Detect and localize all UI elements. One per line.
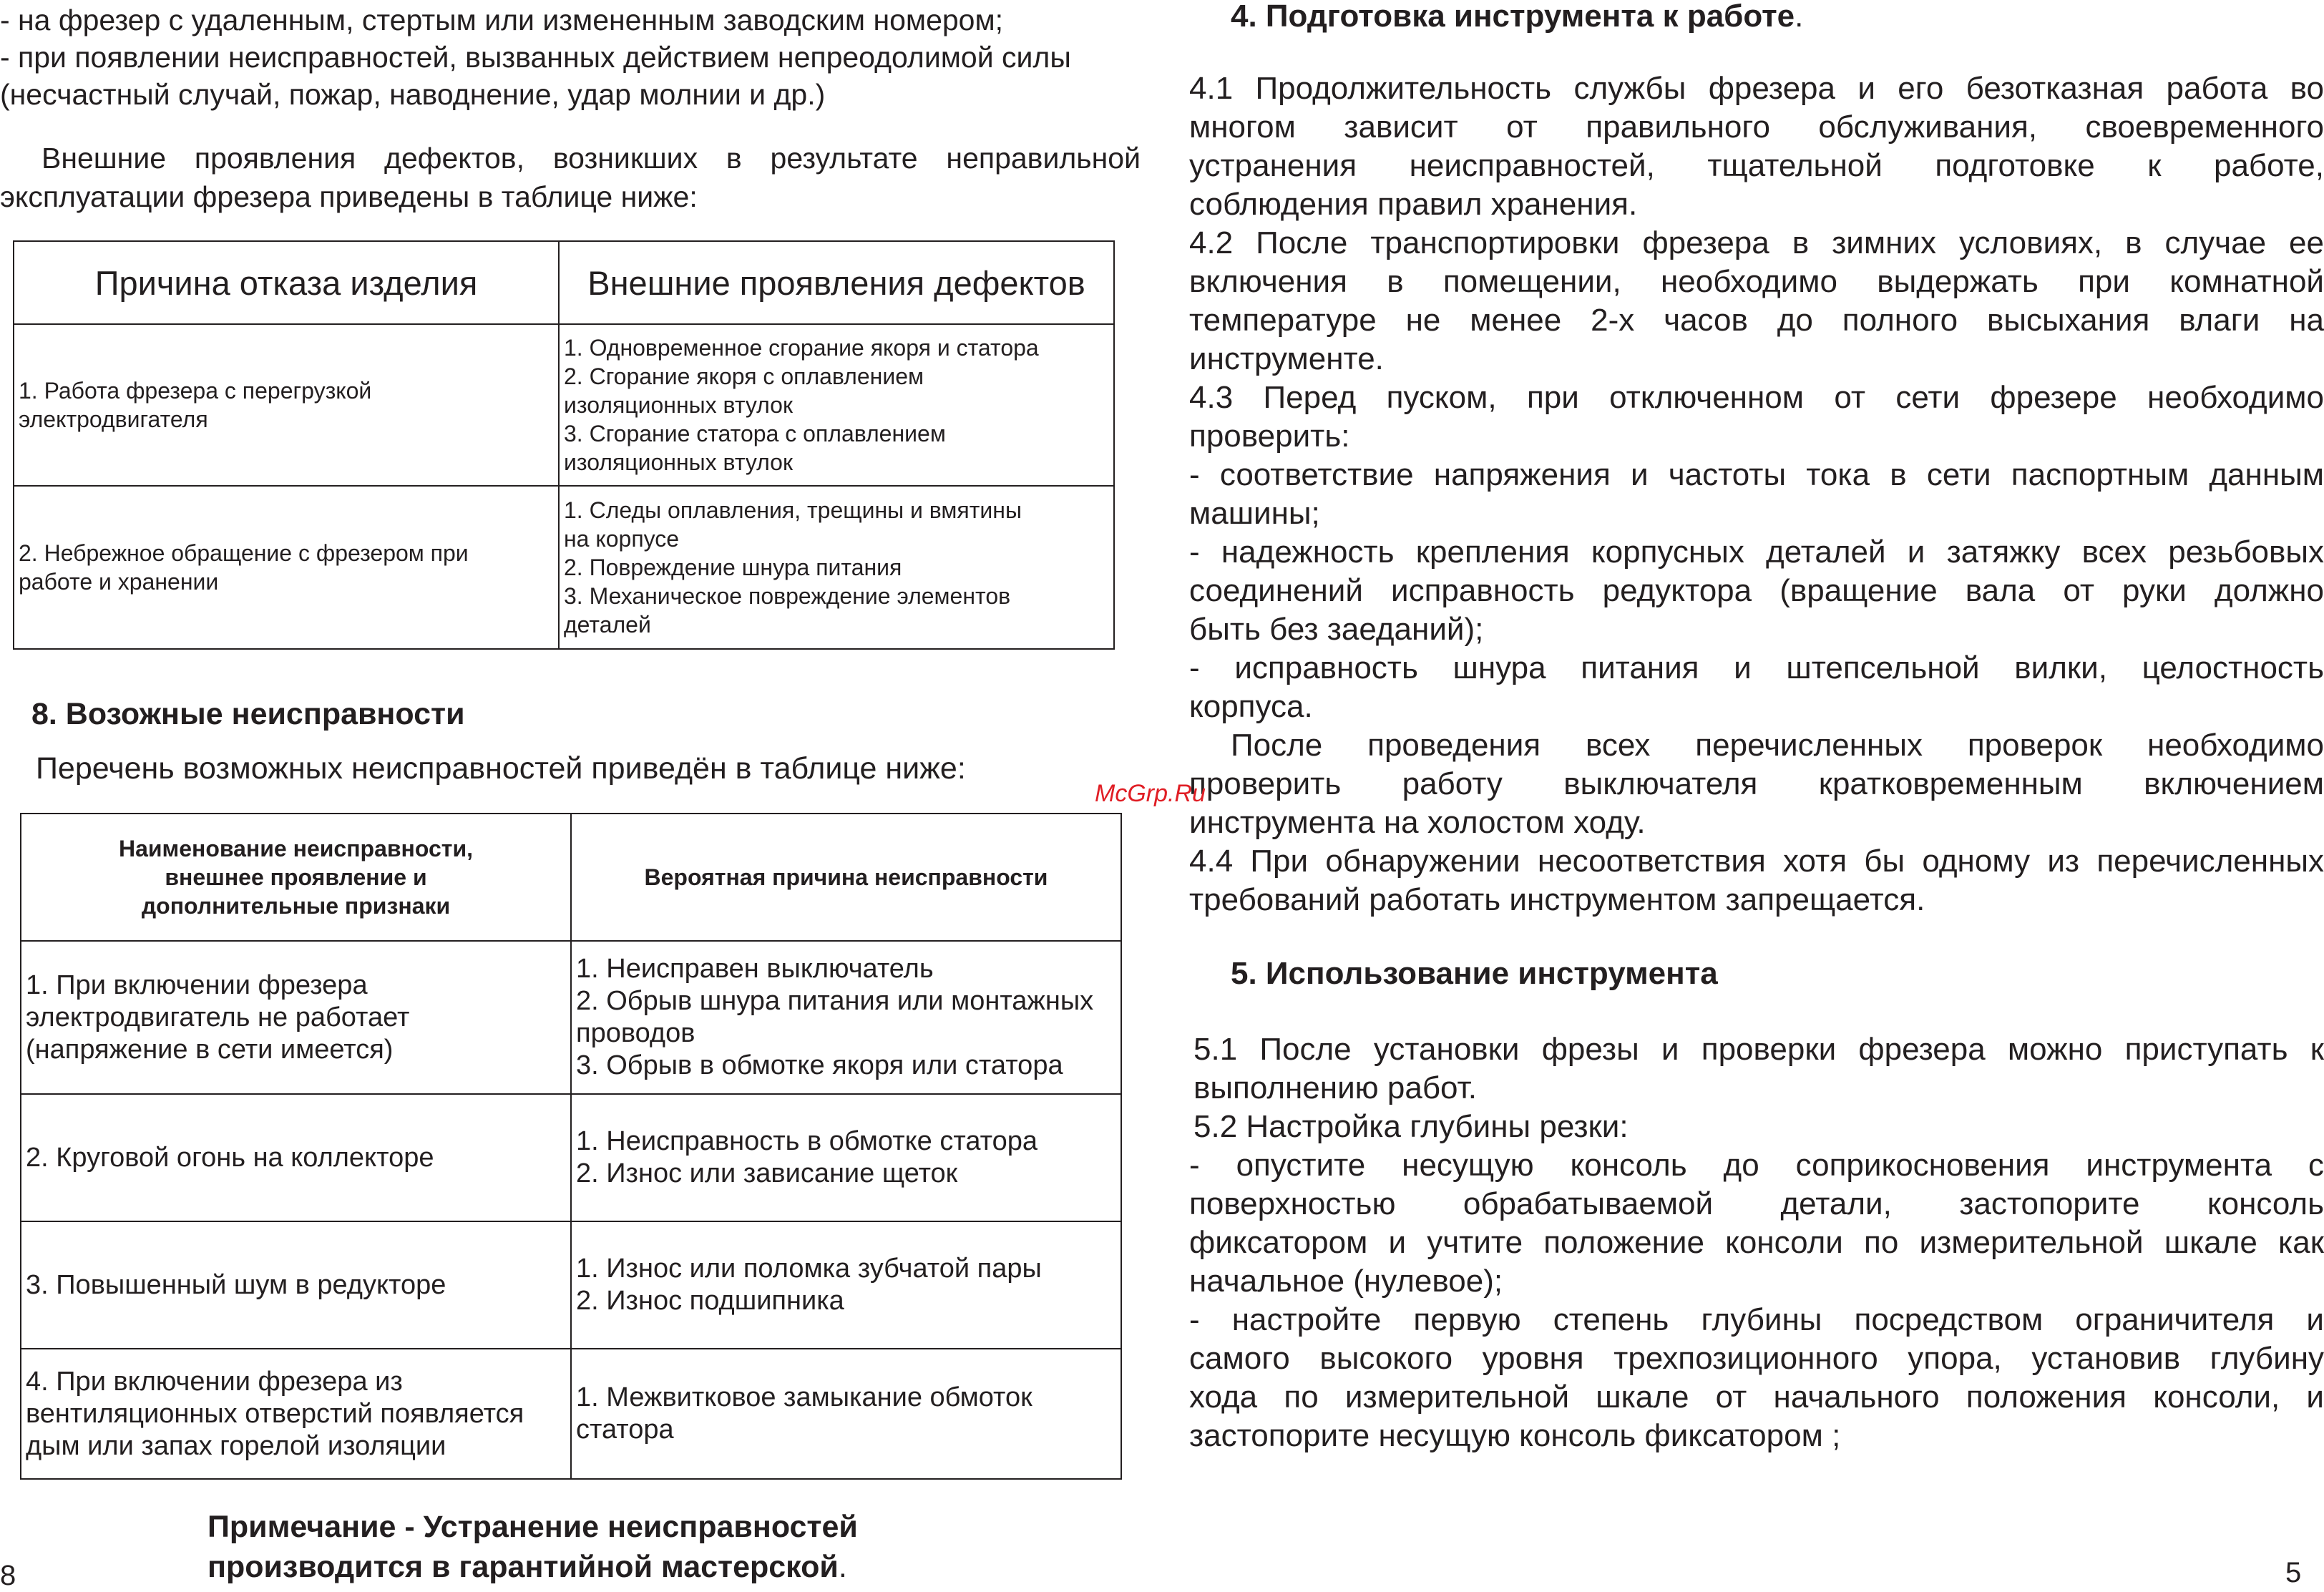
text-line: проверить работу выключателя кратковременным включением — [1189, 766, 2324, 801]
text-line: корпуса. — [1189, 689, 1313, 724]
note-period: . — [838, 1550, 847, 1584]
defects-table — [13, 240, 1115, 650]
text-line: требований работать инструментом запрещается. — [1189, 882, 1925, 917]
repair-note — [208, 1507, 858, 1587]
cell-line: 3. Повышенный шум в редукторе — [26, 1269, 446, 1300]
exclusion-line: (несчастный случай, пожар, наводнение, удар молнии и др.) — [0, 78, 826, 111]
table-row — [21, 1349, 1121, 1479]
header-line: Вероятная причина неисправности — [644, 864, 1048, 890]
cell-line: 4. При включении фрезера из — [26, 1366, 403, 1397]
effects-cell — [559, 486, 1114, 649]
cell-line: (напряжение в сети имеется) — [26, 1034, 394, 1065]
cell-line: 1. Неисправность в обмотке статора — [576, 1126, 1038, 1156]
exclusion-line: - на фрезер с удаленным, стертым или измененным заводским номером; — [0, 4, 1004, 36]
text-line: - надежность крепления корпусных деталей и затяжку всех резьбовых — [1189, 534, 2324, 570]
fault-cell — [21, 1221, 571, 1349]
cell-line: 2. Износ подшипника — [576, 1286, 844, 1316]
cell-line: 2. Обрыв шнура питания или монтажных — [576, 986, 1094, 1016]
cause-cell — [14, 486, 559, 649]
cause-cell — [571, 1349, 1121, 1479]
text-line: инструменте. — [1189, 341, 1384, 376]
cell-line: 1. Межвитковое замыкание обмоток — [576, 1382, 1032, 1412]
column-header-cause: Причина отказа изделия — [14, 241, 559, 324]
cell-line: дым или запах горелой изоляции — [26, 1430, 446, 1461]
cause-cell — [571, 941, 1121, 1094]
defects-intro-line: эксплуатации фрезера приведены в таблице ниже: — [0, 180, 698, 213]
cell-line: 1. Износ или поломка зубчатой пары — [576, 1254, 1042, 1284]
text-line: 4.3 Перед пуском, при отключенном от сети фрезере необходимо — [1189, 380, 2324, 415]
text-line: После проведения всех перечисленных проверок необходимо — [1231, 728, 2324, 763]
text-line: фиксатором и учтите положение консоли по измерительной шкале как — [1189, 1225, 2324, 1260]
cell-line: 2. Сгорание якоря с оплавлением — [564, 363, 924, 389]
text-line: - соответствие напряжения и частоты тока в сети паспортным данным — [1189, 457, 2324, 492]
paragraph-5-2-title: 5.2 Настройка глубины резки: — [1193, 1109, 1629, 1144]
exclusion-line: - при появлении неисправностей, вызванных действием непреодолимой силы — [0, 41, 1071, 74]
header-line: внешнее проявление и — [165, 864, 427, 890]
faults-table — [20, 813, 1122, 1480]
text-line: - опустите несущую консоль до соприкосновения инструмента с — [1189, 1148, 2324, 1183]
text-line: соединений исправность редуктора (вращение вала от руки должно — [1189, 573, 2324, 608]
cell-line: изоляционных втулок — [564, 392, 793, 418]
table-row — [14, 324, 1114, 486]
cell-line: 1. Следы оплавления, трещины и вмятины — [564, 497, 1022, 523]
text-line: хода по измерительной шкале от начального положения консоли, и — [1189, 1379, 2324, 1415]
cause-cell — [14, 324, 559, 486]
table-header-row — [14, 241, 1114, 324]
text-line: 4.2 После транспортировки фрезера в зимних условиях, в случае ее — [1189, 225, 2324, 260]
text-line: температуре не менее 2-х часов до полного высыхания влаги на — [1189, 303, 2324, 338]
cell-line: 2. Небрежное обращение с фрезером при — [19, 540, 469, 566]
paragraph-5-2 — [1189, 1146, 2324, 1455]
text-line: соблюдения правил хранения. — [1189, 187, 1638, 222]
paragraph-5-1 — [1193, 1030, 2324, 1108]
table-row — [21, 1094, 1121, 1221]
text-line: - настройте первую степень глубины посредством ограничителя и — [1189, 1302, 2324, 1337]
defects-intro-line: Внешние проявления дефектов, возникших в результате неправильной — [42, 142, 1141, 175]
defects-intro — [0, 139, 1141, 216]
cell-line: изоляционных втулок — [564, 449, 793, 475]
page-number-left: 8 — [0, 1560, 16, 1591]
cause-cell — [571, 1221, 1121, 1349]
cell-line: 2. Круговой огонь на коллекторе — [26, 1142, 434, 1173]
cell-line: 1. При включении фрезера — [26, 970, 368, 1000]
cell-line: 1. Неисправен выключатель — [576, 954, 934, 984]
fault-cell — [21, 1349, 571, 1479]
section-4-title-period: . — [1795, 0, 1804, 34]
text-line: устранения неисправностей, тщательной подготовке к работе, — [1189, 148, 2324, 183]
text-line: инструмента на холостом ходу. — [1189, 805, 1646, 840]
effects-cell — [559, 324, 1114, 486]
cell-line: 3. Сгорание статора с оплавлением — [564, 421, 946, 446]
warranty-exclusions — [0, 1, 1145, 113]
paragraph-4-4 — [1189, 842, 2324, 919]
fault-cell — [21, 1094, 571, 1221]
header-line: Наименование неисправности, — [118, 836, 474, 861]
text-line: машины; — [1189, 496, 1320, 531]
section-8-intro: Перечень возможных неисправностей приведён в таблице ниже: — [36, 751, 966, 786]
cell-line: 1. Работа фрезера с перегрузкой — [19, 378, 372, 404]
fault-cell — [21, 941, 571, 1094]
cause-cell — [571, 1094, 1121, 1221]
text-line: - исправность шнура питания и штепсельной вилки, целостность — [1189, 650, 2324, 685]
table-row — [21, 941, 1121, 1094]
cell-line: электродвигатель не работает — [26, 1002, 410, 1032]
section-5-title: 5. Использование инструмента — [1231, 956, 1718, 991]
section-8-title: 8. Возожные неисправности — [31, 697, 465, 731]
text-line: 4.4 При обнаружении несоответствия хотя бы одному из перечисленных — [1189, 844, 2324, 879]
cell-line: на корпусе — [564, 526, 680, 552]
table-row — [21, 1221, 1121, 1349]
cell-line: 3. Обрыв в обмотке якоря или статора — [576, 1050, 1063, 1080]
column-header-probable-cause — [571, 814, 1121, 941]
cell-line: деталей — [564, 612, 651, 638]
watermark: McGrp.Ru — [1095, 780, 1206, 807]
section-4-title — [1231, 0, 1803, 34]
cell-line: работе и хранении — [19, 569, 219, 595]
paragraph-4-1 — [1189, 69, 2324, 224]
note-line — [208, 1547, 858, 1587]
text-line: начальное (нулевое); — [1189, 1264, 1503, 1299]
text-line: самого высокого уровня трехпозиционного упора, установив глубину — [1189, 1341, 2324, 1376]
text-line: застопорите несущую консоль фиксатором ; — [1189, 1418, 1841, 1453]
paragraph-4-2 — [1189, 224, 2324, 379]
text-line: 5.1 После установки фрезы и проверки фрезера можно приступать к — [1193, 1032, 2324, 1067]
text-line: быть без заеданий); — [1189, 612, 1484, 647]
note-text: производится в гарантийной мастерской — [208, 1550, 839, 1584]
text-line: 4.1 Продолжительность службы фрезера и его безотказная работа во — [1189, 71, 2324, 106]
column-header-fault — [21, 814, 571, 941]
cell-line: вентиляционных отверстий появляется — [26, 1398, 524, 1429]
text-line: поверхностью обрабатываемой детали, застопорите консоль — [1189, 1186, 2324, 1221]
page-number-right: 5 — [2285, 1557, 2302, 1588]
header-line: дополнительные признаки — [141, 893, 451, 919]
cell-line: статора — [576, 1415, 674, 1445]
text-line: многом зависит от правильного обслуживания, своевременного — [1189, 109, 2324, 145]
section-4-title-text: 4. Подготовка инструмента к работе — [1231, 0, 1795, 34]
cell-line: электродвигателя — [19, 406, 208, 432]
cell-line: 1. Одновременное сгорание якоря и статора — [564, 335, 1039, 361]
cell-line: 2. Износ или зависание щеток — [576, 1158, 958, 1188]
text-line: выполнению работ. — [1193, 1070, 1478, 1105]
cell-line: 3. Механическое повреждение элементов — [564, 583, 1011, 609]
column-header-effects: Внешние проявления дефектов — [559, 241, 1114, 324]
cell-line: 2. Повреждение шнура питания — [564, 555, 902, 580]
text-line: проверить: — [1189, 419, 1350, 454]
table-header-row — [21, 814, 1121, 941]
paragraph-4-3 — [1189, 379, 2324, 842]
note-line: Примечание - Устранение неисправностей — [208, 1510, 858, 1544]
cell-line: проводов — [576, 1018, 695, 1048]
table-row — [14, 486, 1114, 649]
text-line: включения в помещении, необходимо выдержать при комнатной — [1189, 264, 2324, 299]
